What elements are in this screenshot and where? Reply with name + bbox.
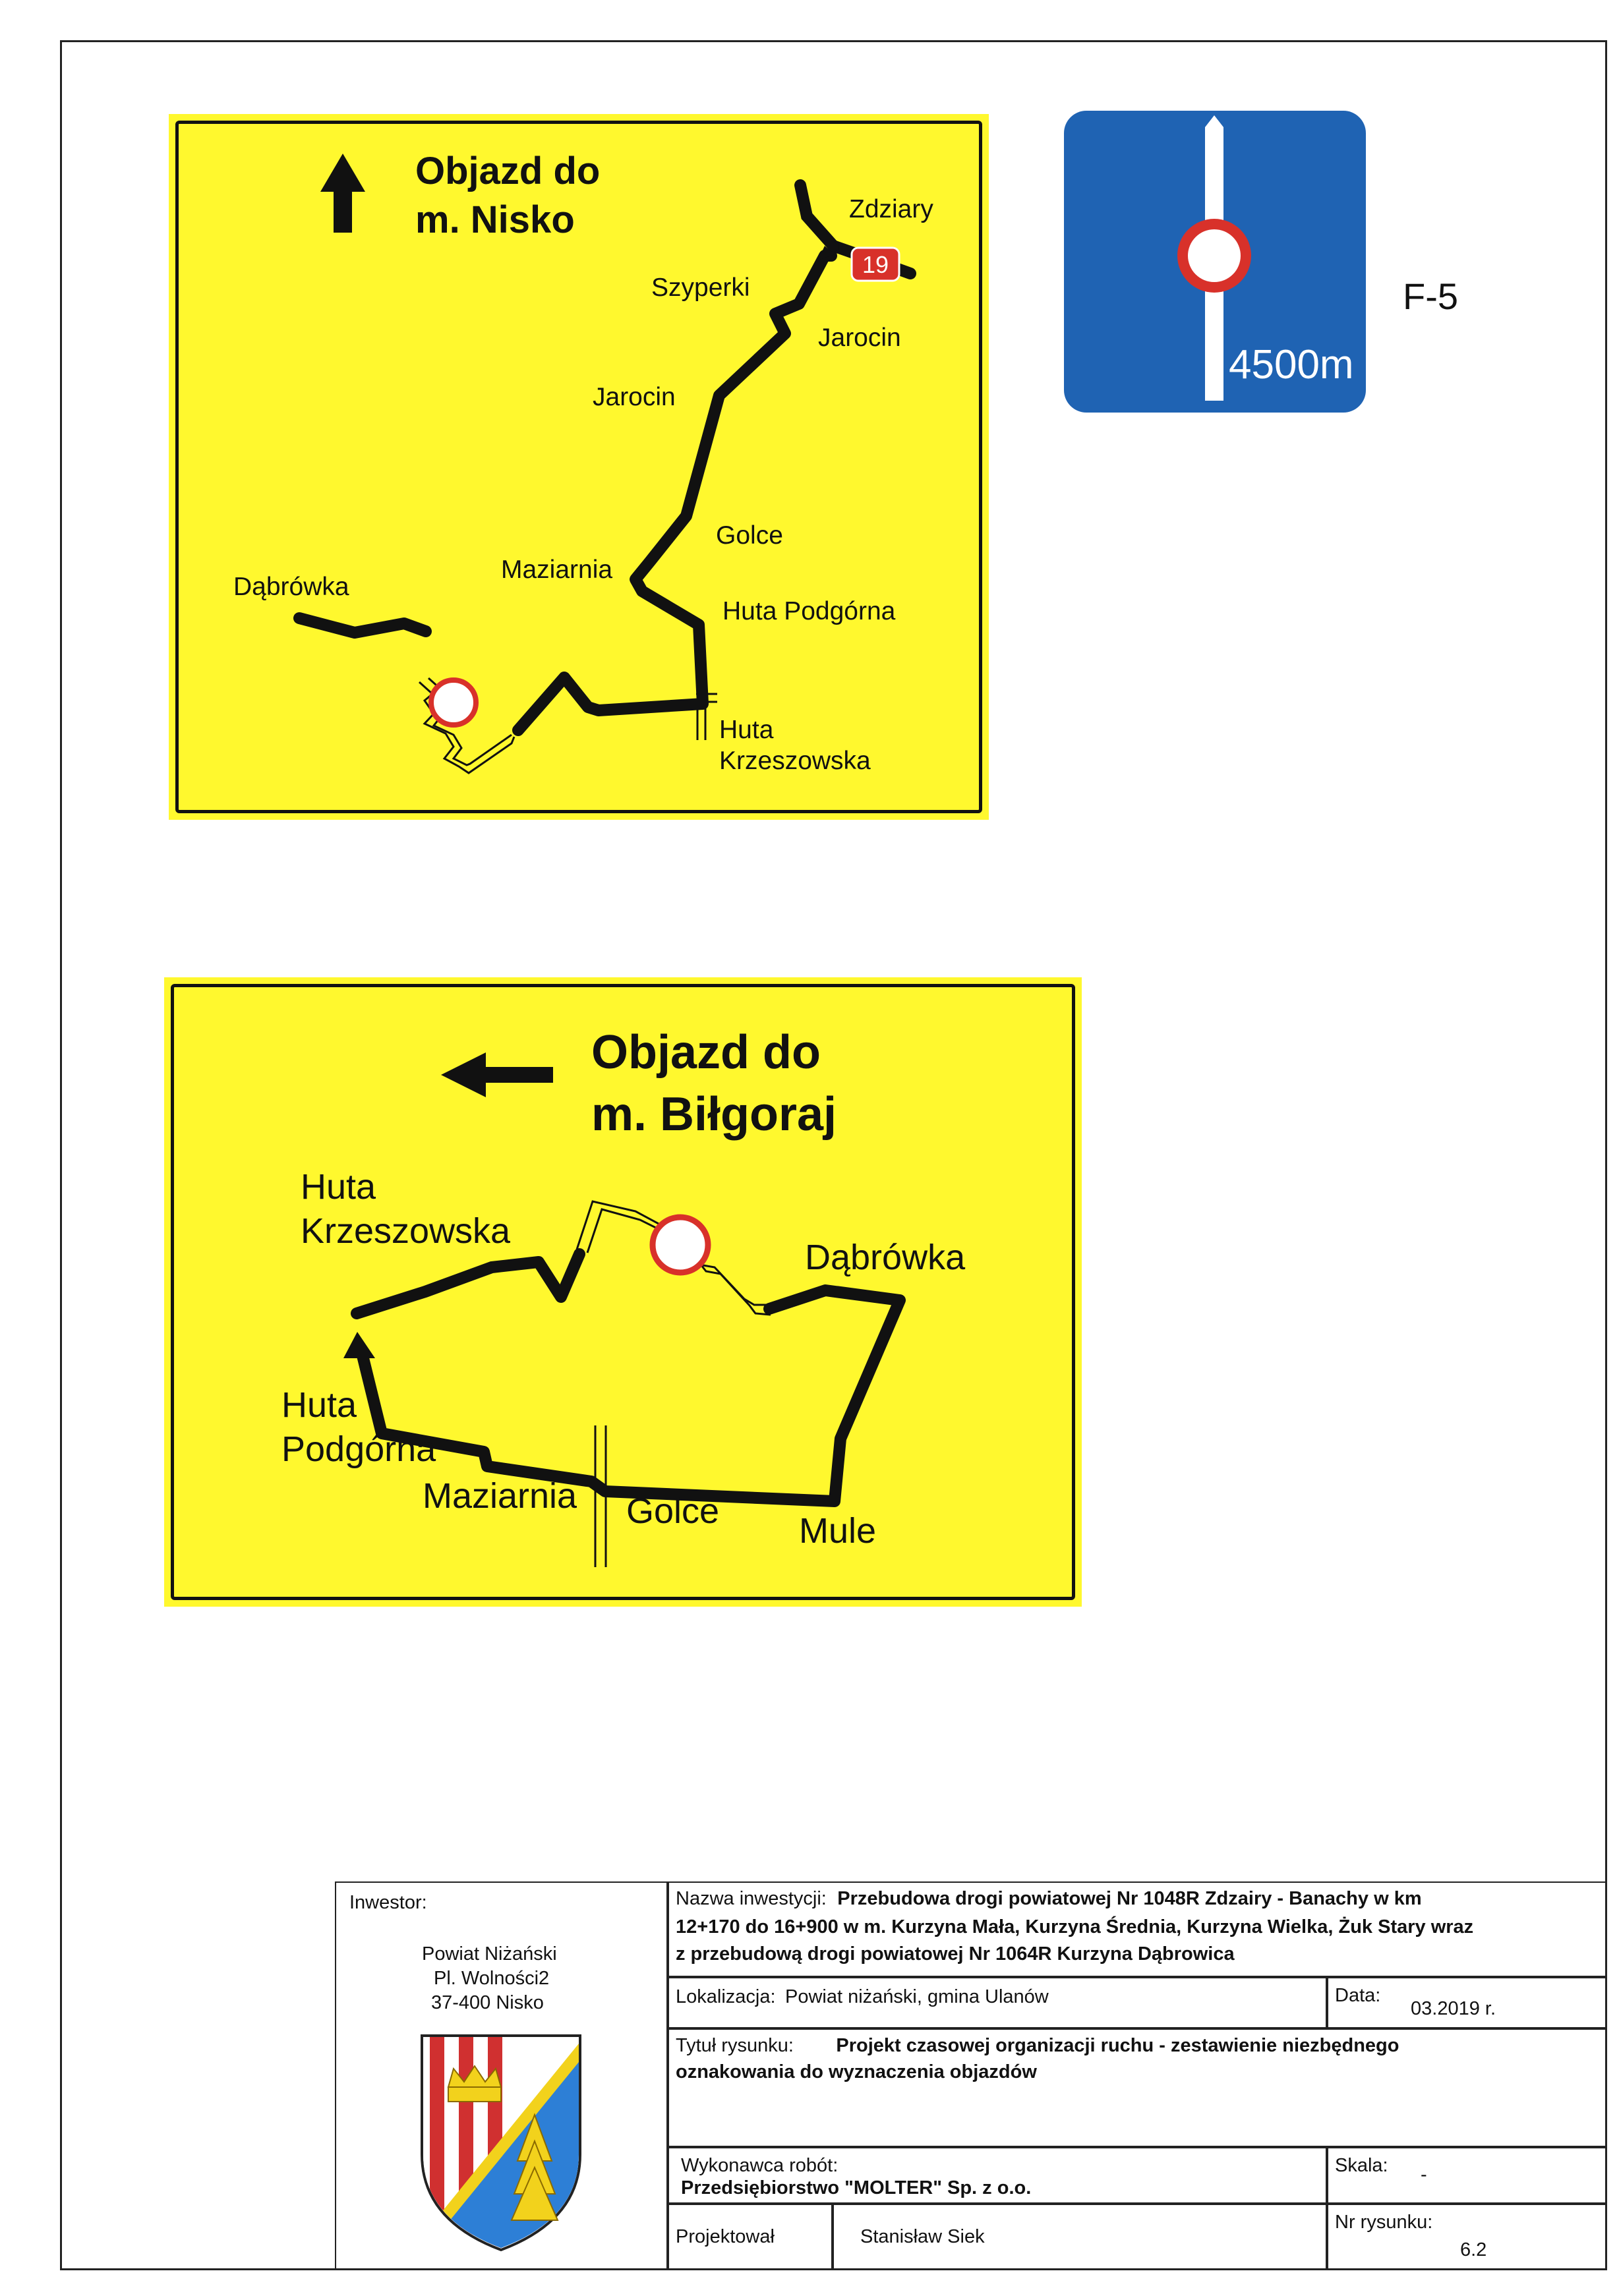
place-jarocin-right: Jarocin: [818, 324, 901, 352]
location-label: Lokalizacja:: [676, 1986, 776, 2007]
place-golce: Golce: [716, 521, 783, 550]
detour-route: [299, 618, 426, 633]
road-number-text: 19: [862, 251, 889, 278]
place-dabrowka: Dąbrówka: [233, 573, 349, 601]
detour-route-2: [518, 256, 831, 730]
sign-title-line1: Objazd do: [415, 150, 601, 192]
investor-line3: 37-400 Nisko: [431, 1992, 544, 2013]
investor-line1: Powiat Niżański: [422, 1943, 557, 1965]
investment-line1: Przebudowa drogi powiatowej Nr 1048R Zdzairy - Banachy w km: [837, 1888, 1422, 1909]
f5-sign-code: F-5: [1403, 275, 1458, 317]
investor-label: Inwestor:: [349, 1892, 427, 1913]
drawing-title-label: Tytuł rysunku:: [676, 2035, 794, 2056]
place-huta-krzeszowska-line2: Krzeszowska: [301, 1211, 511, 1251]
contractor-label: Wykonawca robót:: [681, 2155, 839, 2176]
place-dabrowka: Dąbrówka: [805, 1238, 966, 1277]
drawing-title-cell: [668, 2028, 1607, 2147]
road-19-north: [800, 185, 833, 246]
investment-cell: [668, 1881, 1607, 1977]
place-huta-krzeszowska-line2: Krzeszowska: [719, 747, 871, 775]
sign-title-line2: m. Nisko: [415, 198, 575, 241]
investor-line2: Pl. Wolności2: [434, 1968, 550, 1989]
investor-cell: [335, 1881, 668, 2270]
detour-sign-nisko: [169, 114, 989, 820]
place-zdziary: Zdziary: [849, 195, 933, 223]
place-jarocin-left: Jarocin: [593, 383, 676, 411]
place-huta-podgorna-line1: Huta: [281, 1385, 357, 1425]
drawing-number-value: 6.2: [1460, 2239, 1487, 2260]
detour-route-2: [362, 1290, 900, 1501]
investment-line3: z przebudową drogi powiatowej Nr 1064R Kurzyna Dąbrowica: [676, 1943, 1235, 1965]
scale-label: Skala:: [1335, 2155, 1388, 2176]
place-huta-podgorna-line2: Podgórna: [281, 1429, 436, 1469]
sign-title-line2: m. Biłgoraj: [591, 1088, 837, 1141]
place-szyperki: Szyperki: [651, 273, 750, 302]
place-golce: Golce: [626, 1491, 720, 1531]
date-cell: [1327, 1977, 1607, 2028]
investment-label: Nazwa inwestycji:: [676, 1888, 827, 1909]
f5-distance: 4500m: [1229, 342, 1354, 387]
road-closed-icon: [653, 1217, 708, 1273]
left-arrow-icon: [441, 1052, 553, 1097]
drawing-number-label: Nr rysunku:: [1335, 2212, 1433, 2233]
designed-label-cell: [668, 2204, 833, 2270]
place-huta-krzeszowska-line1: Huta: [301, 1167, 376, 1207]
drawing-title-line2: oznakowania do wyznaczenia objazdów: [676, 2061, 1037, 2082]
sign-title-line1: Objazd do: [591, 1026, 821, 1079]
drawing-title-line1: Projekt czasowej organizacji ruchu - zestawienie niezbędnego: [836, 2035, 1399, 2056]
investment-line2: 12+170 do 16+900 w m. Kurzyna Mała, Kurzyna Średnia, Kurzyna Wielka, Żuk Stary wraz: [676, 1916, 1474, 1937]
crossing-road: [696, 694, 717, 740]
contractor-cell: [668, 2147, 1327, 2204]
date-label: Data:: [1335, 1985, 1381, 2006]
road-closed-icon: [431, 680, 476, 725]
place-maziarnia: Maziarnia: [501, 556, 613, 584]
contractor-value: Przedsiębiorstwo "MOLTER" Sp. z o.o.: [681, 2177, 1032, 2198]
up-arrow-icon: [320, 154, 365, 233]
location-cell: [668, 1977, 1327, 2028]
scale-value: -: [1421, 2164, 1427, 2185]
detour-route: [357, 1254, 579, 1313]
location-value: Powiat niżański, gmina Ulanów: [784, 1986, 1049, 2007]
road-number-badge: [852, 248, 899, 281]
route-arrowhead: [343, 1332, 375, 1358]
designed-label: Projektował: [676, 2226, 775, 2247]
coat-of-arms-logo: [409, 2029, 593, 2253]
crown-icon: [448, 2066, 501, 2102]
drawing-number-cell: [1327, 2204, 1607, 2270]
designed-value: Stanisław Siek: [860, 2226, 985, 2247]
place-huta-podgorna: Huta Podgórna: [722, 597, 896, 625]
place-huta-krzeszowska-line1: Huta: [719, 716, 774, 744]
date-value: 03.2019 r.: [1411, 1998, 1496, 2019]
detour-sign-bilgoraj: [164, 977, 1082, 1607]
place-mule: Mule: [799, 1511, 877, 1551]
f5-lane-closure-sign: [1064, 111, 1366, 413]
place-maziarnia: Maziarnia: [423, 1476, 577, 1516]
title-block: [335, 1881, 1607, 2270]
designed-value-cell: [833, 2204, 1327, 2270]
scale-cell: [1327, 2147, 1607, 2204]
